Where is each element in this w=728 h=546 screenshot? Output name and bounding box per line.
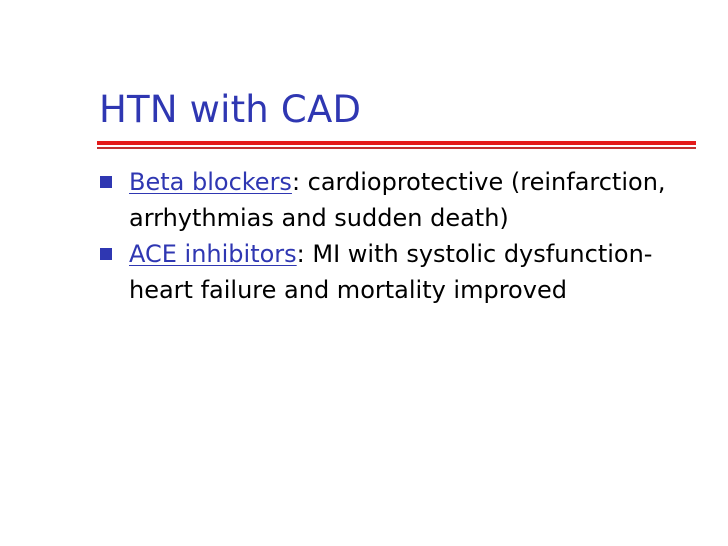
square-bullet-icon xyxy=(100,248,112,260)
square-bullet-icon xyxy=(100,176,112,188)
bullet-term-link[interactable]: ACE inhibitors xyxy=(129,240,297,268)
bullet-item xyxy=(96,164,696,236)
title-underline xyxy=(97,141,696,145)
bullet-text: : cardioprotective (reinfarction, arrhythmias and sudden death) xyxy=(129,168,666,232)
slide-title: HTN with CAD xyxy=(99,88,362,131)
bullet-term-link[interactable]: Beta blockers xyxy=(129,168,292,196)
bullet-list xyxy=(96,164,696,308)
bullet-text: : MI with systolic dysfunction- heart failure and mortality improved xyxy=(129,240,653,304)
bullet-item xyxy=(96,236,696,308)
title-underline-shadow xyxy=(97,147,696,149)
